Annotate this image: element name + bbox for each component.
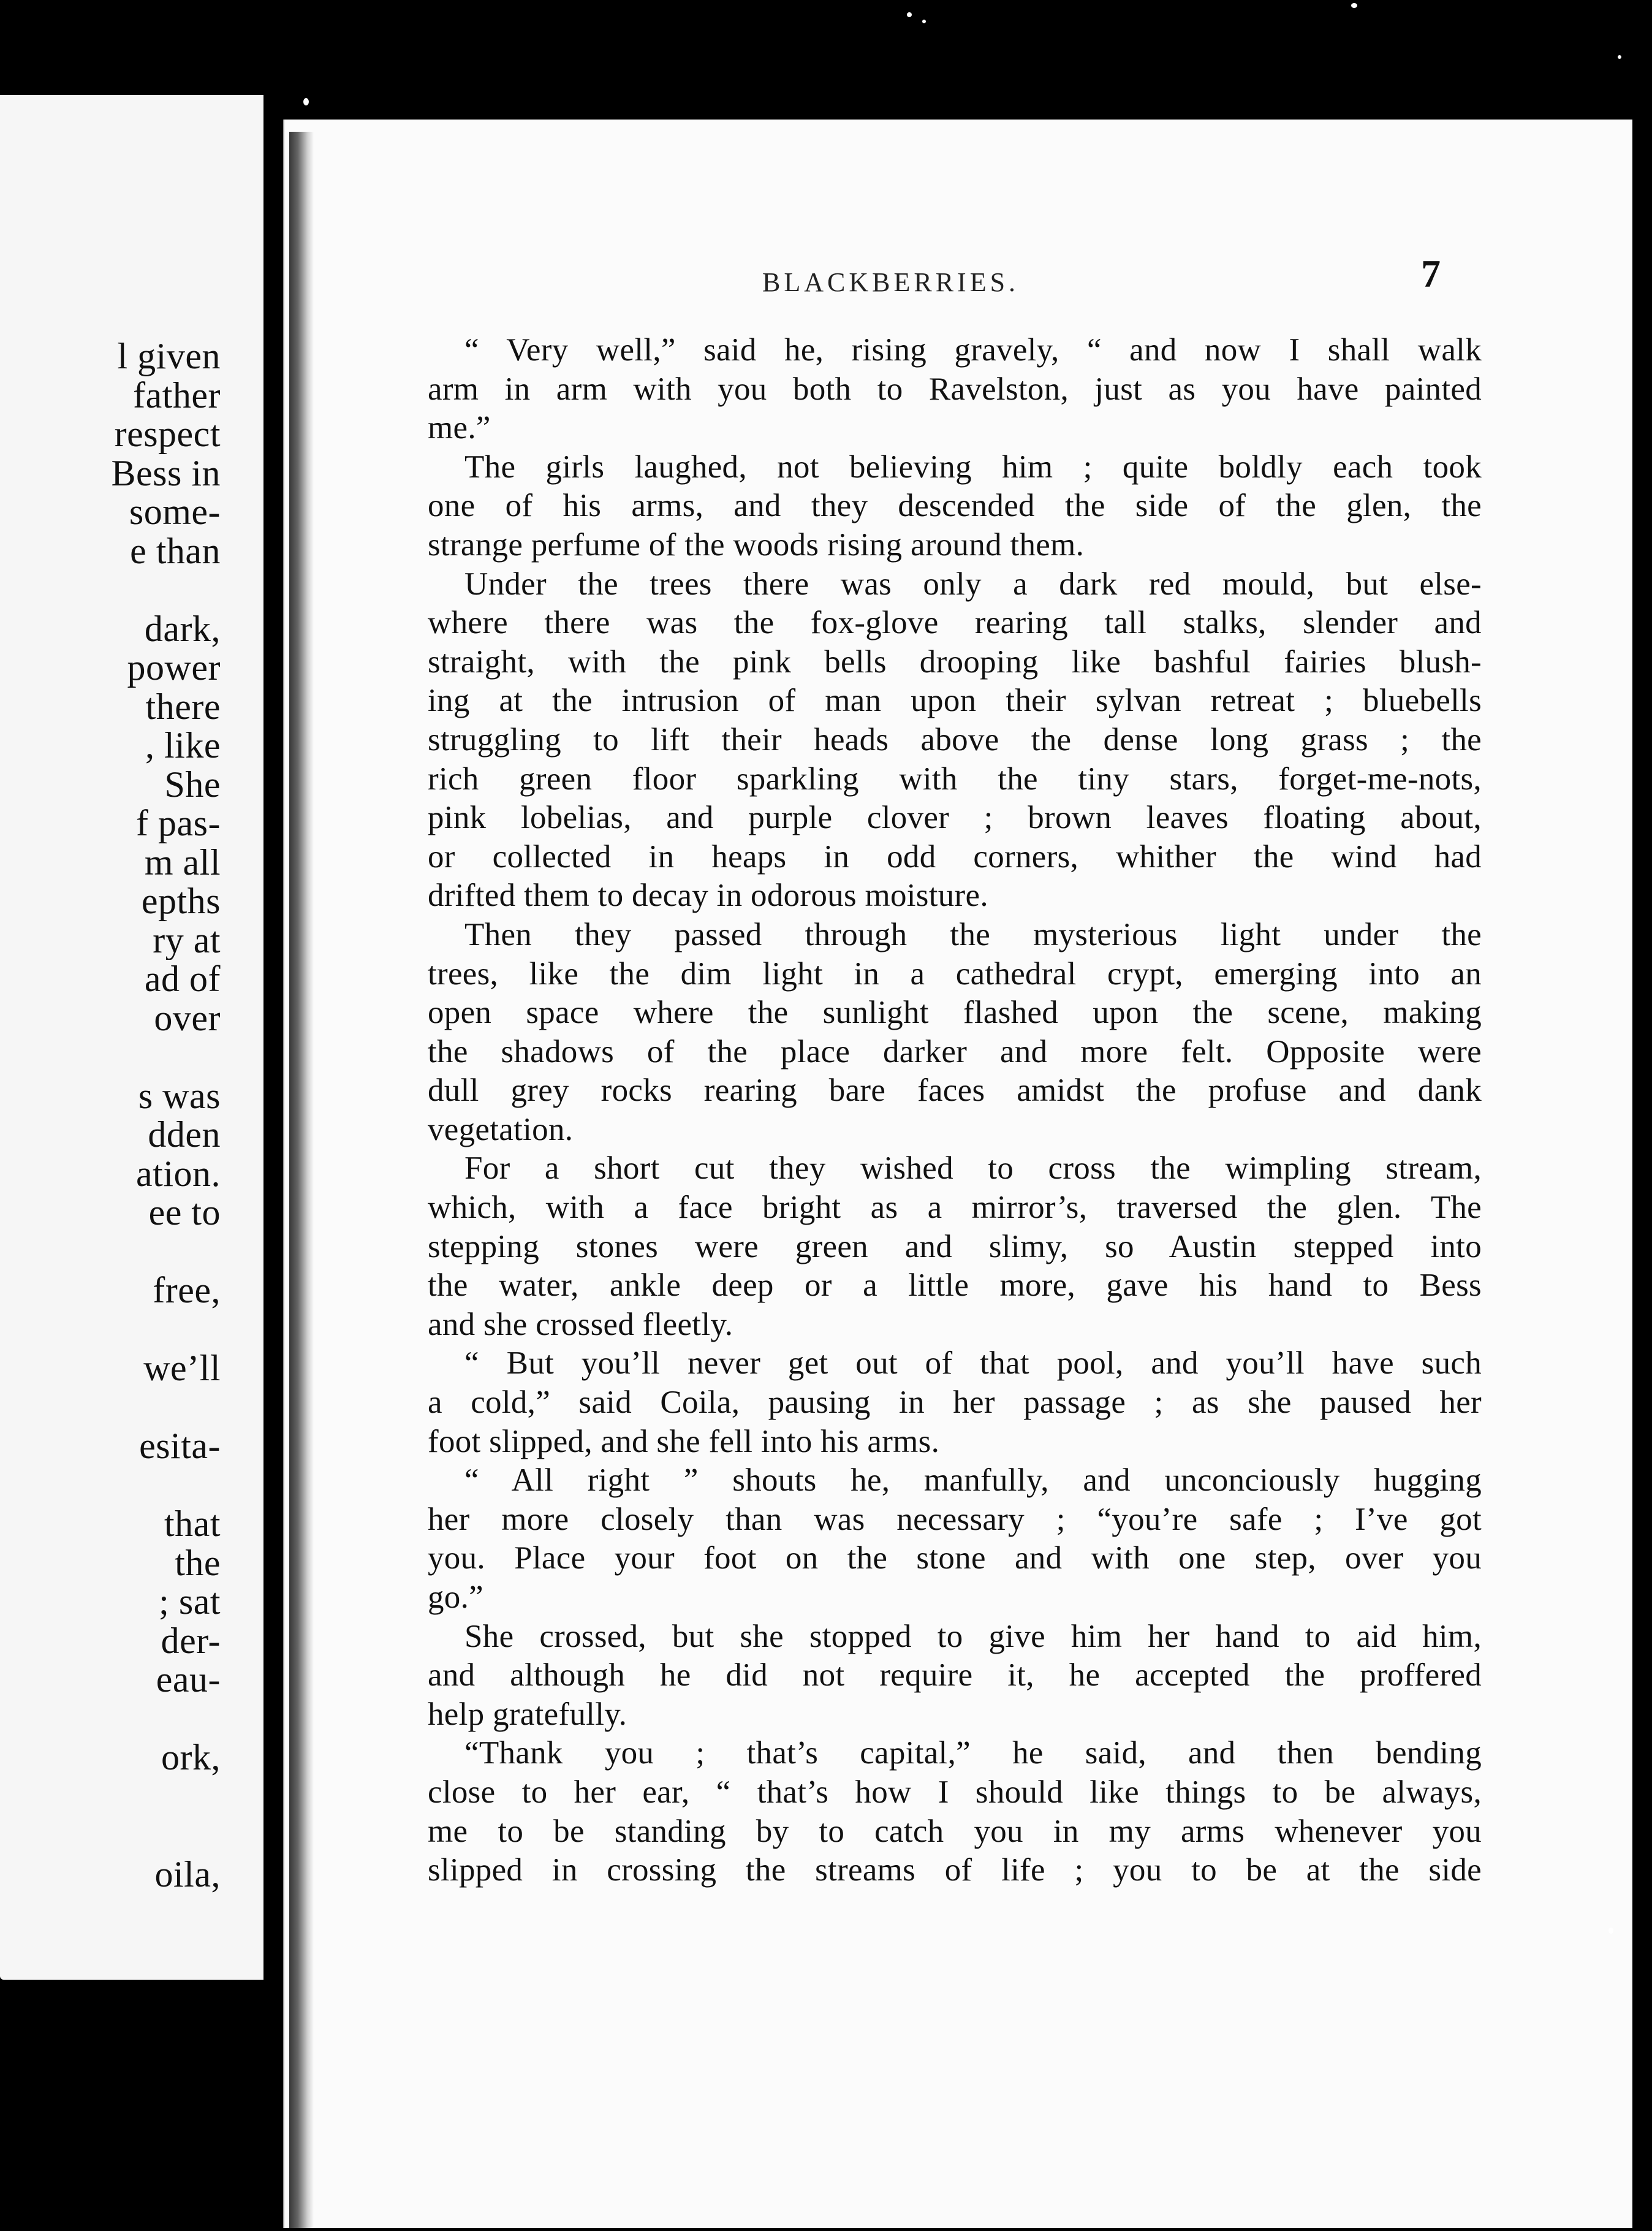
text-line: dull grey rocks rearing bare faces amidst the profuse and dank <box>428 1073 1482 1109</box>
text-line: and she crossed fleetly. <box>428 1306 733 1342</box>
text-line: rich green floor sparkling with the tiny stars, forget-me-nots, <box>428 761 1482 797</box>
text-line: She crossed, but she stopped to give him her hand to aid him, <box>464 1618 1482 1654</box>
previous-page-line-fragment: l given <box>117 337 221 376</box>
text-line: “ Very well,” said he, rising gravely, “ and now I shall walk <box>464 332 1482 368</box>
page-number: 7 <box>1421 252 1441 295</box>
previous-page-line-fragment: ad of <box>144 960 221 999</box>
previous-page-line-fragment: we’ll <box>143 1349 221 1388</box>
previous-page-line-fragment <box>0 1466 221 1505</box>
previous-page-line-fragment: ; sat <box>159 1583 221 1622</box>
text-line: “ But you’ll never get out of that pool, and you’ll have such <box>464 1345 1482 1382</box>
previous-page-line-fragment: eau- <box>156 1660 221 1700</box>
previous-page-line-fragment <box>0 1233 221 1272</box>
previous-page-line-fragment: esita- <box>139 1427 221 1466</box>
body-text <box>428 331 1482 1890</box>
previous-page-line-fragment: that <box>164 1505 221 1544</box>
previous-page-line-fragment: free, <box>153 1271 221 1310</box>
previous-page-line-fragment: respect <box>114 415 221 454</box>
scan-speck <box>303 98 309 105</box>
text-line: me to be standing by to catch you in my arms whenever you <box>428 1813 1482 1849</box>
previous-page-line-fragment: She <box>164 765 221 804</box>
previous-page-line-fragment: over <box>154 998 221 1038</box>
text-line: Under the trees there was only a dark red mould, but else- <box>464 566 1482 602</box>
book-page <box>283 120 1632 2228</box>
gutter-shadow <box>289 132 314 2228</box>
scan-speck <box>1618 55 1621 59</box>
text-line: Then they passed through the mysterious light under the <box>464 916 1482 952</box>
text-line: and although he did not require it, he accepted the proffered <box>428 1657 1482 1693</box>
text-line: slipped in crossing the streams of life ; you to be at the side <box>428 1852 1482 1888</box>
text-line: straight, with the pink bells drooping like bashful fairies blush- <box>428 644 1482 680</box>
text-line: open space where the sunlight flashed upon the scene, making <box>428 995 1482 1031</box>
text-line: “Thank you ; that’s capital,” he said, and then bending <box>464 1735 1482 1771</box>
previous-page-line-fragment: ork, <box>161 1738 221 1777</box>
text-line: trees, like the dim light in a cathedral crypt, emerging into an <box>428 956 1482 992</box>
previous-page-line-fragment: ry at <box>153 921 221 960</box>
previous-page-line-fragment <box>0 1777 221 1817</box>
previous-page-line-fragment: some- <box>129 493 221 532</box>
text-line: “ All right ” shouts he, manfully, and unconciously hugging <box>464 1462 1482 1499</box>
previous-page-line-fragment <box>0 571 221 610</box>
text-line: or collected in heaps in odd corners, whither the wind had <box>428 838 1482 875</box>
text-line: a cold,” said Coila, pausing in her passage ; as she paused her <box>428 1385 1482 1421</box>
previous-page-line-fragment <box>0 1310 221 1350</box>
previous-page-line-fragment: s was <box>138 1076 221 1116</box>
previous-page-line-fragment: dden <box>148 1116 221 1155</box>
text-line: struggling to lift their heads above the dense long grass ; the <box>428 721 1482 758</box>
previous-page-line-fragment <box>0 1038 221 1077</box>
previous-page-line-fragment: m all <box>144 843 221 882</box>
text-line: stepping stones were green and slimy, so Austin stepped into <box>428 1228 1482 1264</box>
previous-page-line-fragment: ation. <box>136 1154 221 1193</box>
scan-speck <box>1351 3 1357 8</box>
previous-page-line-fragment: there <box>145 687 221 726</box>
text-line: help gratefully. <box>428 1696 627 1732</box>
text-line: strange perfume of the woods rising around them. <box>428 526 1085 563</box>
text-line: arm in arm with you both to Ravelston, just as you have painted <box>428 371 1482 407</box>
text-line: me.” <box>428 410 491 446</box>
text-line: The girls laughed, not believing him ; quite boldly each took <box>464 449 1482 485</box>
previous-page-line-fragment: father <box>133 376 221 415</box>
previous-page-line-fragment: epths <box>141 882 221 921</box>
text-line: her more closely than was necessary ; “you’re safe ; I’ve got <box>428 1501 1482 1537</box>
text-line: where there was the fox-glove rearing tall stalks, slender and <box>428 605 1482 641</box>
scan-speck <box>907 12 912 17</box>
scan-speck <box>922 20 926 23</box>
text-line: drifted them to decay in odorous moisture. <box>428 878 988 914</box>
text-line: For a short cut they wished to cross the wimpling stream, <box>464 1150 1482 1187</box>
previous-page-line-fragment <box>0 1700 221 1739</box>
previous-page-line-fragment: ee to <box>148 1193 221 1233</box>
text-line: one of his arms, and they descended the side of the glen, the <box>428 488 1482 524</box>
previous-page-line-fragment: f pas- <box>136 804 221 843</box>
previous-page-line-fragment: oila, <box>154 1855 221 1894</box>
running-head: BLACKBERRIES. <box>762 267 1020 297</box>
previous-page-line-fragment: , like <box>145 726 221 766</box>
text-line: which, with a face bright as a mirror’s, traversed the glen. The <box>428 1190 1482 1226</box>
text-line: pink lobelias, and purple clover ; brown leaves floating about, <box>428 800 1482 836</box>
previous-page-text <box>0 337 221 1894</box>
previous-page-line-fragment <box>0 1388 221 1427</box>
previous-page-line-fragment: dark, <box>144 609 221 648</box>
text-line: close to her ear, “ that’s how I should like things to be always, <box>428 1774 1482 1810</box>
scan-speck <box>1608 1928 1613 1934</box>
previous-page-line-fragment <box>0 1816 221 1855</box>
text-line: ing at the intrusion of man upon their sylvan retreat ; bluebells <box>428 683 1482 719</box>
previous-page-fragment <box>0 95 263 1980</box>
previous-page-line-fragment: power <box>127 648 221 688</box>
previous-page-line-fragment: Bess in <box>111 454 221 493</box>
text-line: vegetation. <box>428 1111 574 1147</box>
text-line: the water, ankle deep or a little more, gave his hand to Bess <box>428 1268 1482 1304</box>
text-line: the shadows of the place darker and more felt. Opposite were <box>428 1033 1482 1070</box>
previous-page-line-fragment: der- <box>161 1621 221 1660</box>
previous-page-line-fragment: e than <box>130 531 221 571</box>
previous-page-line-fragment: the <box>175 1543 221 1583</box>
text-line: you. Place your foot on the stone and with one step, over you <box>428 1540 1482 1576</box>
text-line: go.” <box>428 1579 483 1615</box>
text-line: foot slipped, and she fell into his arms. <box>428 1423 940 1459</box>
